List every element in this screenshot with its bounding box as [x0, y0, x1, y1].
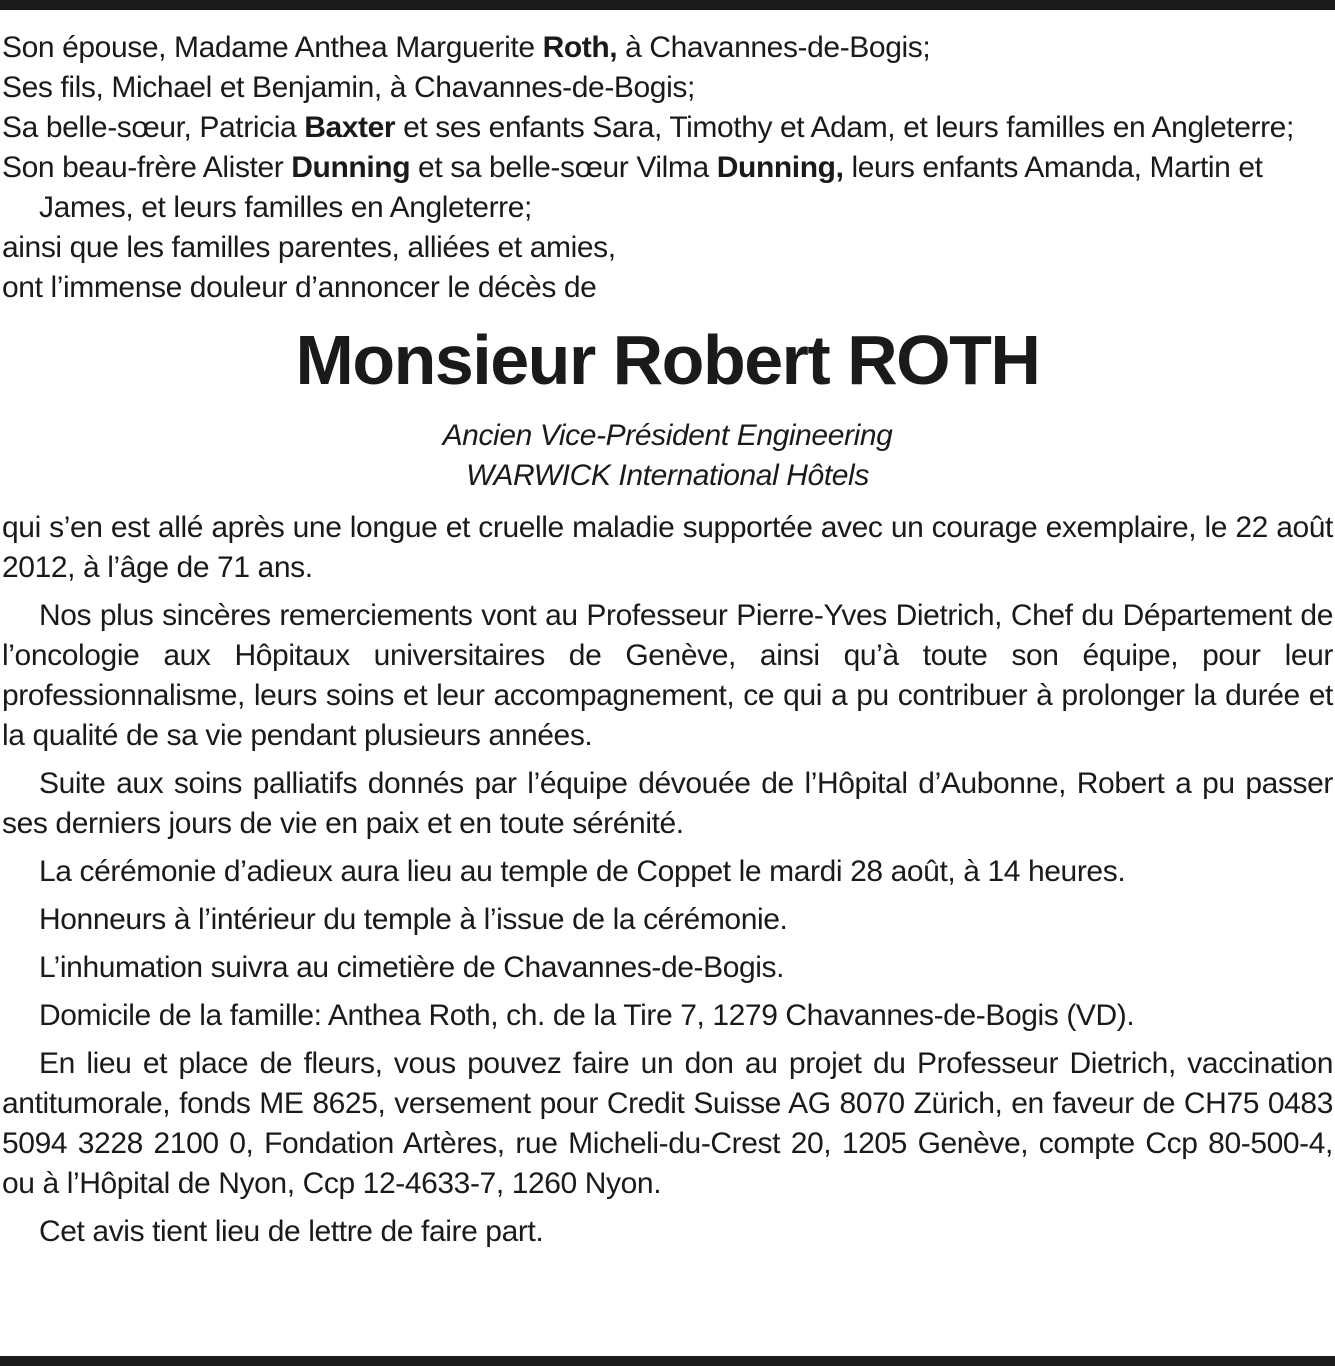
family-text: et sa belle-sœur Vilma — [410, 151, 717, 184]
family-text: Son épouse, Madame Anthea Marguerite — [2, 31, 543, 64]
paragraph-donation: En lieu et place de fleurs, vous pouvez faire un don au projet du Professeur Dietrich, vaccination antitumorale, fonds ME 8625, versement pour Credit Suisse AG 8070 Zürich, en faveur de CH75 0483 5094 3228 2100 0, Fondation Artères, rue Micheli-du-Crest 20, 1205 Genève, compte Ccp 80-500-4, ou à l’Hôpital de Nyon, Ccp 12-4633-7, 1260 Nyon. — [2, 1047, 1333, 1200]
family-line-sister-in-law — [2, 108, 1333, 148]
paragraph-passing: qui s’en est allé après une longue et cruelle maladie supportée avec un courage exemplaire, le 22 août 2012, à l’âge de 71 ans. — [2, 511, 1333, 584]
deceased-name: Monsieur Robert ROTH — [295, 321, 1040, 399]
paragraph-burial: L’inhumation suivra au cimetière de Chavannes-de-Bogis. — [39, 951, 785, 984]
family-line-spouse — [2, 28, 1333, 68]
announce-line-death: ont l’immense douleur d’annoncer le décès de — [2, 271, 597, 304]
family-surname: Roth, — [542, 31, 618, 64]
family-text: Ses fils, Michael et Benjamin, à Chavannes-de-Bogis; — [2, 71, 695, 104]
paragraph-domicile: Domicile de la famille: Anthea Roth, ch. de la Tire 7, 1279 Chavannes-de-Bogis (VD). — [39, 999, 1135, 1032]
bottom-rule — [0, 1356, 1335, 1366]
family-line-sons — [2, 68, 1333, 108]
obituary-notice — [2, 28, 1333, 1252]
top-rule — [0, 0, 1335, 10]
paragraph-closing: Cet avis tient lieu de lettre de faire part. — [39, 1215, 544, 1248]
family-text: leurs enfants Amanda, Martin et James, et leurs familles en Angleterre; — [39, 151, 1263, 224]
family-line-brother-in-law — [2, 148, 1333, 228]
paragraph-palliative-care: Suite aux soins palliatifs donnés par l’équipe dévouée de l’Hôpital d’Aubonne, Robert a pu passer ses derniers jours de vie en paix et en toute sérénité. — [2, 767, 1333, 840]
paragraph-thanks-oncology: Nos plus sincères remerciements vont au Professeur Pierre-Yves Dietrich, Chef du Département de l’oncologie aux Hôpitaux universitaires de Genève, ainsi qu’à toute son équipe, pour leur professionnalisme, leurs soins et leur accompagnement, ce qui a pu contribuer à prolonger la durée et la qualité de sa vie pendant plusieurs années. — [2, 599, 1333, 752]
family-text: Sa belle-sœur, Patricia — [2, 111, 305, 144]
family-text: et ses enfants Sara, Timothy et Adam, et leurs familles en Angleterre; — [395, 111, 1294, 144]
paragraph-ceremony: La cérémonie d’adieux aura lieu au temple de Coppet le mardi 28 août, à 14 heures. — [39, 855, 1126, 888]
announce-line-relatives: ainsi que les familles parentes, alliées et amies, — [2, 231, 616, 264]
family-text: Son beau-frère Alister — [2, 151, 292, 184]
role-title: Ancien Vice-Président Engineering — [442, 419, 893, 452]
paragraph-honours: Honneurs à l’intérieur du temple à l’issue de la cérémonie. — [39, 903, 788, 936]
family-surname: Baxter — [304, 111, 396, 144]
family-text: à Chavannes-de-Bogis; — [617, 31, 931, 64]
family-surname: Dunning, — [716, 151, 844, 184]
family-surname: Dunning — [291, 151, 411, 184]
role-company: WARWICK International Hôtels — [466, 459, 869, 492]
deceased-role — [2, 416, 1333, 496]
